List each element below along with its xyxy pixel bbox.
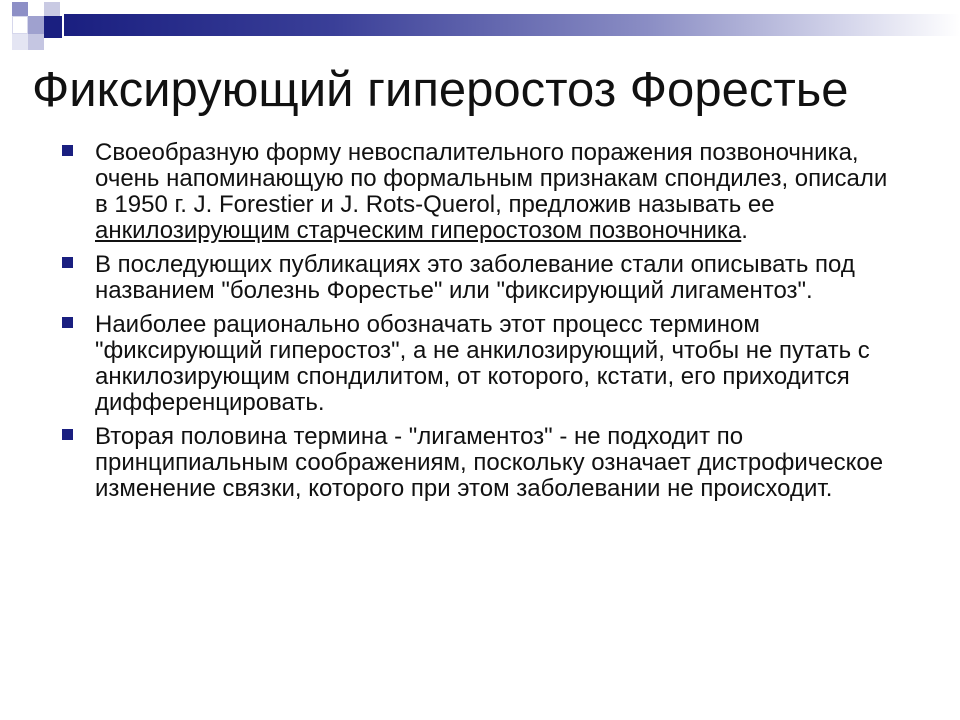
bullet-text: Вторая половина термина - "лигаментоз" - не подходит по принципиальным соображениям, поскольку означает дистрофическое изменение связки, которого при этом заболевании не происходит. — [95, 423, 884, 502]
bullet-text-end: . — [741, 217, 748, 244]
decorative-square — [28, 16, 44, 34]
square-bullet-icon — [62, 317, 73, 328]
decorative-square — [44, 2, 60, 16]
header-decoration — [0, 0, 960, 56]
underlined-term: анкилозирующим старческим гиперостозом позвоночника — [95, 217, 742, 244]
bullet-text: В последующих публикациях это заболевание стали описывать под названием "болезнь Форестье" или "фиксирующий лигаментоз". — [95, 251, 855, 304]
decorative-square — [12, 2, 28, 16]
decorative-square — [28, 2, 44, 16]
bullet-list — [62, 140, 902, 510]
square-bullet-icon — [62, 429, 73, 440]
bullet-text: Наиболее рационально обозначать этот процесс термином "фиксирующий гиперостоз", а не анкилозирующий, чтобы не путать с анкилозирующим спондилитом, от которого, кстати, его приходится дифференцировать. — [95, 311, 870, 416]
bullet-item-2 — [62, 252, 902, 304]
bullet-text: Своеобразную форму невоспалительного поражения позвоночника, очень напоминающую по формальным признакам спондилез, описали в 1950 г. J. Forestier и J. Rots-Querol, предложив называть ее — [95, 139, 888, 218]
decorative-square — [44, 16, 62, 38]
bullet-item-4 — [62, 424, 902, 502]
decorative-square — [12, 16, 28, 34]
header-gradient-bar — [64, 14, 960, 36]
decorative-square — [12, 34, 28, 50]
decorative-square — [28, 34, 44, 50]
square-bullet-icon — [62, 257, 73, 268]
bullet-item-1 — [62, 140, 902, 244]
bullet-item-3 — [62, 312, 902, 416]
square-bullet-icon — [62, 145, 73, 156]
slide-title: Фиксирующий гиперостоз Форестье — [32, 63, 849, 117]
